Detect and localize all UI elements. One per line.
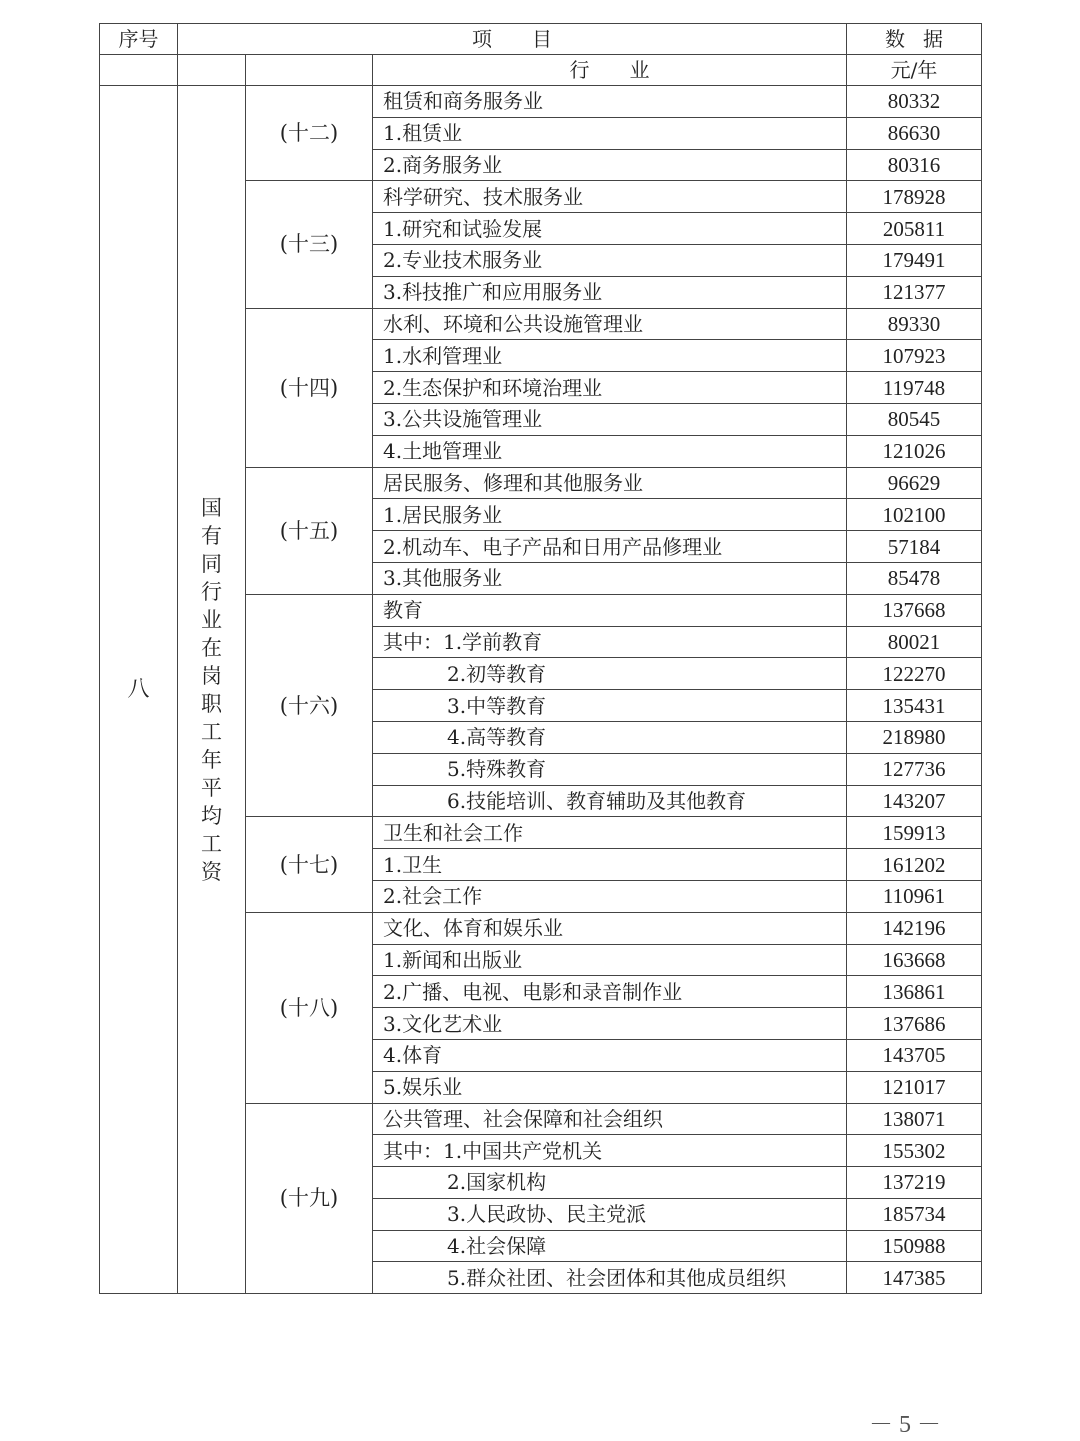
wage-value: 185734 <box>847 1198 982 1230</box>
seq-header: 序号 <box>100 24 178 55</box>
wage-value: 155302 <box>847 1135 982 1167</box>
industry-header: 行 业 <box>373 55 847 86</box>
industry-name: 2.机动车、电子产品和日用产品修理业 <box>373 531 847 563</box>
industry-name: 2.生态保护和环境治理业 <box>373 372 847 404</box>
industry-name: 1.居民服务业 <box>373 499 847 531</box>
group-label: (十九) <box>246 1103 373 1294</box>
wage-value: 142196 <box>847 912 982 944</box>
wage-value: 110961 <box>847 880 982 912</box>
industry-name: 3.中等教育 <box>373 690 847 722</box>
industry-name: 科学研究、技术服务业 <box>373 181 847 213</box>
industry-name: 4.社会保障 <box>373 1230 847 1262</box>
group-label: (十二) <box>246 86 373 181</box>
wage-value: 159913 <box>847 817 982 849</box>
industry-name: 租赁和商务服务业 <box>373 86 847 118</box>
wage-value: 96629 <box>847 467 982 499</box>
wage-value: 85478 <box>847 562 982 594</box>
industry-name: 其中：1.中国共产党机关 <box>373 1135 847 1167</box>
wage-value: 80021 <box>847 626 982 658</box>
group-label: (十四) <box>246 308 373 467</box>
industry-name: 1.水利管理业 <box>373 340 847 372</box>
wage-value: 80332 <box>847 86 982 118</box>
wage-value: 135431 <box>847 690 982 722</box>
industry-name: 3.人民政协、民主党派 <box>373 1198 847 1230</box>
industry-name: 1.新闻和出版业 <box>373 944 847 976</box>
group-label: (十六) <box>246 594 373 817</box>
wage-value: 80316 <box>847 149 982 181</box>
industry-name: 3.公共设施管理业 <box>373 403 847 435</box>
wage-value: 107923 <box>847 340 982 372</box>
wage-value: 150988 <box>847 1230 982 1262</box>
blank-cell <box>100 55 178 86</box>
header-row <box>100 24 982 55</box>
wage-value: 205811 <box>847 213 982 245</box>
industry-name: 5.娱乐业 <box>373 1071 847 1103</box>
wage-value: 119748 <box>847 372 982 404</box>
wage-value: 89330 <box>847 308 982 340</box>
industry-name: 5.群众社团、社会团体和其他成员组织 <box>373 1262 847 1294</box>
industry-name: 3.科技推广和应用服务业 <box>373 276 847 308</box>
group-label: (十八) <box>246 912 373 1103</box>
industry-name: 2.专业技术服务业 <box>373 244 847 276</box>
wage-value: 122270 <box>847 658 982 690</box>
section-title: 国有同行业在岗职工年平均工资 <box>201 495 222 884</box>
table-body <box>100 24 982 1294</box>
subheader-row <box>100 55 982 86</box>
industry-name: 4.体育 <box>373 1039 847 1071</box>
wage-value: 178928 <box>847 181 982 213</box>
wage-value: 86630 <box>847 117 982 149</box>
industry-name: 教育 <box>373 594 847 626</box>
wage-value: 80545 <box>847 403 982 435</box>
industry-name: 水利、环境和公共设施管理业 <box>373 308 847 340</box>
section-number: 八 <box>100 86 178 1294</box>
wage-value: 102100 <box>847 499 982 531</box>
wage-value: 57184 <box>847 531 982 563</box>
item-header: 项 目 <box>178 24 847 55</box>
industry-name: 4.高等教育 <box>373 721 847 753</box>
industry-name: 2.商务服务业 <box>373 149 847 181</box>
wage-value: 136861 <box>847 976 982 1008</box>
wage-value: 161202 <box>847 849 982 881</box>
wage-value: 137686 <box>847 1008 982 1040</box>
industry-name: 居民服务、修理和其他服务业 <box>373 467 847 499</box>
industry-name: 6.技能培训、教育辅助及其他教育 <box>373 785 847 817</box>
wage-value: 137219 <box>847 1167 982 1199</box>
wage-value: 138071 <box>847 1103 982 1135</box>
data-header <box>847 24 982 55</box>
group-label: (十三) <box>246 181 373 308</box>
industry-name: 公共管理、社会保障和社会组织 <box>373 1103 847 1135</box>
table-row <box>100 86 982 118</box>
wage-table <box>99 23 982 1294</box>
blank-cell <box>178 55 246 86</box>
wage-value: 218980 <box>847 721 982 753</box>
industry-name: 1.租赁业 <box>373 117 847 149</box>
group-label: (十七) <box>246 817 373 912</box>
industry-name: 3.文化艺术业 <box>373 1008 847 1040</box>
industry-name: 2.社会工作 <box>373 880 847 912</box>
wage-value: 179491 <box>847 244 982 276</box>
industry-name: 1.卫生 <box>373 849 847 881</box>
industry-name: 1.研究和试验发展 <box>373 213 847 245</box>
data-header-text: 数据 <box>885 27 961 51</box>
industry-name: 2.国家机构 <box>373 1167 847 1199</box>
industry-name: 其中：1.学前教育 <box>373 626 847 658</box>
blank-cell <box>246 55 373 86</box>
section-title-cell <box>178 86 246 1294</box>
unit-header: 元/年 <box>847 55 982 86</box>
wage-value: 143207 <box>847 785 982 817</box>
wage-value: 143705 <box>847 1039 982 1071</box>
industry-name: 5.特殊教育 <box>373 753 847 785</box>
page-number: － 5 － <box>869 1412 941 1438</box>
industry-name: 4.土地管理业 <box>373 435 847 467</box>
industry-name: 2.广播、电视、电影和录音制作业 <box>373 976 847 1008</box>
wage-value: 137668 <box>847 594 982 626</box>
industry-name: 文化、体育和娱乐业 <box>373 912 847 944</box>
group-label: (十五) <box>246 467 373 594</box>
industry-name: 2.初等教育 <box>373 658 847 690</box>
wage-value: 121026 <box>847 435 982 467</box>
industry-name: 卫生和社会工作 <box>373 817 847 849</box>
wage-value: 121017 <box>847 1071 982 1103</box>
wage-value: 163668 <box>847 944 982 976</box>
industry-name: 3.其他服务业 <box>373 562 847 594</box>
wage-value: 127736 <box>847 753 982 785</box>
wage-value: 147385 <box>847 1262 982 1294</box>
wage-value: 121377 <box>847 276 982 308</box>
